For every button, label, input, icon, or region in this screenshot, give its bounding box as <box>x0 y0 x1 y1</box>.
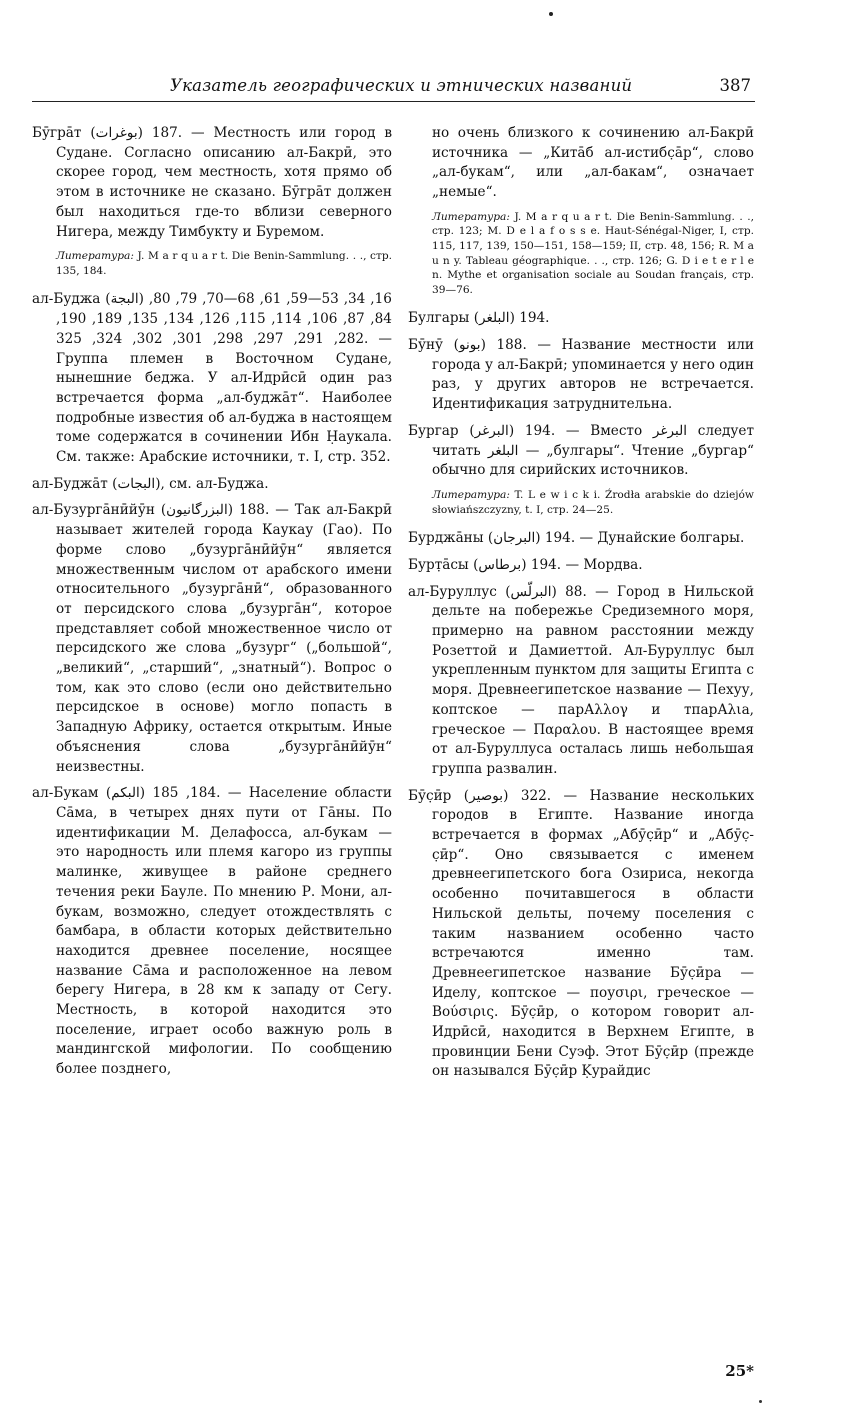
literature-note <box>432 210 754 298</box>
index-entry: Бӯгра̄т (بوغرات) 187. — Местность или город в Судане. Согласно описанию ал-Бакрӣ, это скорее город, чем местность, хотя прямо об этом в источнике не сказано. Бӯгра̄т должен был находиться где-то вблизи северного Нигера, между Тимбукту и Буремом. <box>32 125 393 240</box>
page-number: 387 <box>719 76 751 95</box>
index-entry: Булгары (البلغر) 194. <box>408 310 550 327</box>
index-entry: Бӯс̣ӣр (بوصير) 322. — Название нескольких городов в Египте. Название иногда встречается в формах „Абӯс̣ӣр“ и „Абӯс̣-с̣ӣр“. Оно связывается с именем древнеегипетского бога Озириса, некогда особенно почитавшегося в области Нильской дельты, почему поселения с таким названием особенно часто встречаются именно там. Древнеегипетское название Бӯс̣ӣра — Иделу, коптское — поуσιρι, греческое — Βούσιρις. Бӯс̣ӣр, о котором говорит ал-Идрӣсӣ, находится в Верхнем Египте, в провинции Бени Суэф. Этот Бӯс̣ӣр (прежде он назывался Бӯс̣ӣр Ḳурайдис <box>408 787 754 1080</box>
literature-label: Литература: <box>432 210 510 223</box>
index-entry: ал-Буджа (البجة) 16, 34, 53—59, 61, 68—70, 79, 80, 84, 87, 106, 114, 115, 126, 134, 135, 189, 190, 282, 291, 297, 298, 301, 302, 324, 325. — Группа племен в Восточном Судане, нынешние беджа. У ал-Идрӣсӣ один раз встречается форма „ал-буджа̄т“. Наиболее подробные известия об ал-буджа в настоящем томе содержатся в сочинении Ибн Ḥаукала. См. также: Арабские источники, т. I, стр. 352. <box>32 291 392 466</box>
index-entry: ал-Бузурга̄нӣйӯн (البزرگانيون) 188. — Так ал-Бакрӣ называет жителей города Каукау (Гао). По форме слово „бузурга̄нӣйӯн“ является множественным числом от арабского имени относительного „бузурга̄нӣ“, образованного от персидского слова „бузурга̄н“, которое представляет собой множественное число от персидского же слова „бузург“ („большой“, „великий“, „старший“, „знатный“). Вопрос о том, как это слово (если оно действительно персидское в основе) могло попасть в Западную Африку, остается открытым. Иные объяснения слова „бузурга̄нӣйӯн“ неизвестны. <box>32 502 393 775</box>
literature-text: J. M a r q u a r t. Die Benin-Sammlung. . ., стр. 123; M. D e l a f o s s e. Haut-Sénégal-Niger, I, стр. 115, 117, 139, 150—151, 158—159; II, стр. 48, 156; R. M a u n y. Tableau géographique. . ., стр. 126; G. D i e t e r l e n. Mythe et organisation sociale au Soudan français, стр. 39—76. <box>432 210 754 296</box>
index-entry: Бургар (البرغر) 194. — Вместо البرغر следует читать البلغر — „булгары“. Чтение „бургар“ обычно для сирийских источников. <box>408 422 754 479</box>
signature-mark: 25* <box>725 1362 754 1380</box>
running-title: Указатель географических и этнических названий <box>170 76 633 95</box>
index-entry: Бӯнӯ (بونو) 188. — Название местности или города у ал-Бакрӣ; упоминается у него один раз, у других авторов не встречается. Идентификация затруднительна. <box>408 337 754 413</box>
literature-note <box>56 249 392 278</box>
right-column <box>408 124 754 1089</box>
index-entry: Бурджа̄ны (البرجان) 194. — Дунайские болгары. <box>408 530 745 547</box>
literature-text: J. M a r q u a r t. Die Benin-Sammlung. . ., стр. 135, 184. <box>56 250 392 277</box>
index-entry: ал-Буруллус (البرلّس) 88. — Город в Нильской дельте на побережье Средиземного моря, примерно на равном расстоянии между Розеттой и Дамиеттой. Ал-Буруллус был укрепленным пунктом для защиты Египта с моря. Древнеегипетское название — Пехуу, коптское — парАλλоγ и тпарАλιа, греческое — Παραλου. В настоящее время от ал-Буруллуса осталась лишь небольшая группа развалин. <box>408 583 754 777</box>
speck-mark <box>759 1400 762 1403</box>
literature-note <box>432 488 754 517</box>
speck-mark <box>549 12 553 16</box>
entry-continuation: но очень близкого к сочинению ал-Бакрӣ источника — „Кита̄б ал-истибс̣а̄р“, слово „ал-букам“, или „ал-бакам“, означает „немые“. <box>432 125 754 201</box>
literature-label: Литература: <box>432 489 510 501</box>
index-entry: ал-Букам (البكم) 184, 185. — Население области Са̄ма, в четырех днях пути от Га̄ны. По идентификации М. Делафосса, ал-букам — это народность или племя кагоро из группы малинке, живущее в районе среднего течения реки Бауле. По мнению Р. Мони, ал-букам, возможно, следует отождествлять с бамбара, в области которых действительно находится древнее поселение, носящее название Са̄ма и расположенное на левом берегу Нигера, в 28 км к западу от Сегу. Местность, в которой находится это поселение, играет особо важную роль в мандингской мифологии. По сообщению более позднего, <box>32 785 392 1078</box>
left-column <box>32 124 392 1087</box>
index-entry: ал-Буджа̄т (البجات), см. ал-Буджа. <box>32 475 269 492</box>
literature-label: Литература: <box>56 250 134 263</box>
literature-text: T. L e w i c k i. Źrodła arabskie do dziejów słowiańszczyzny, t. I, стр. 24—25. <box>432 489 754 516</box>
page-header <box>170 76 755 100</box>
index-entry: Бурт̣а̄сы (برطاس) 194. — Мордва. <box>408 556 643 573</box>
header-rule <box>32 101 755 102</box>
